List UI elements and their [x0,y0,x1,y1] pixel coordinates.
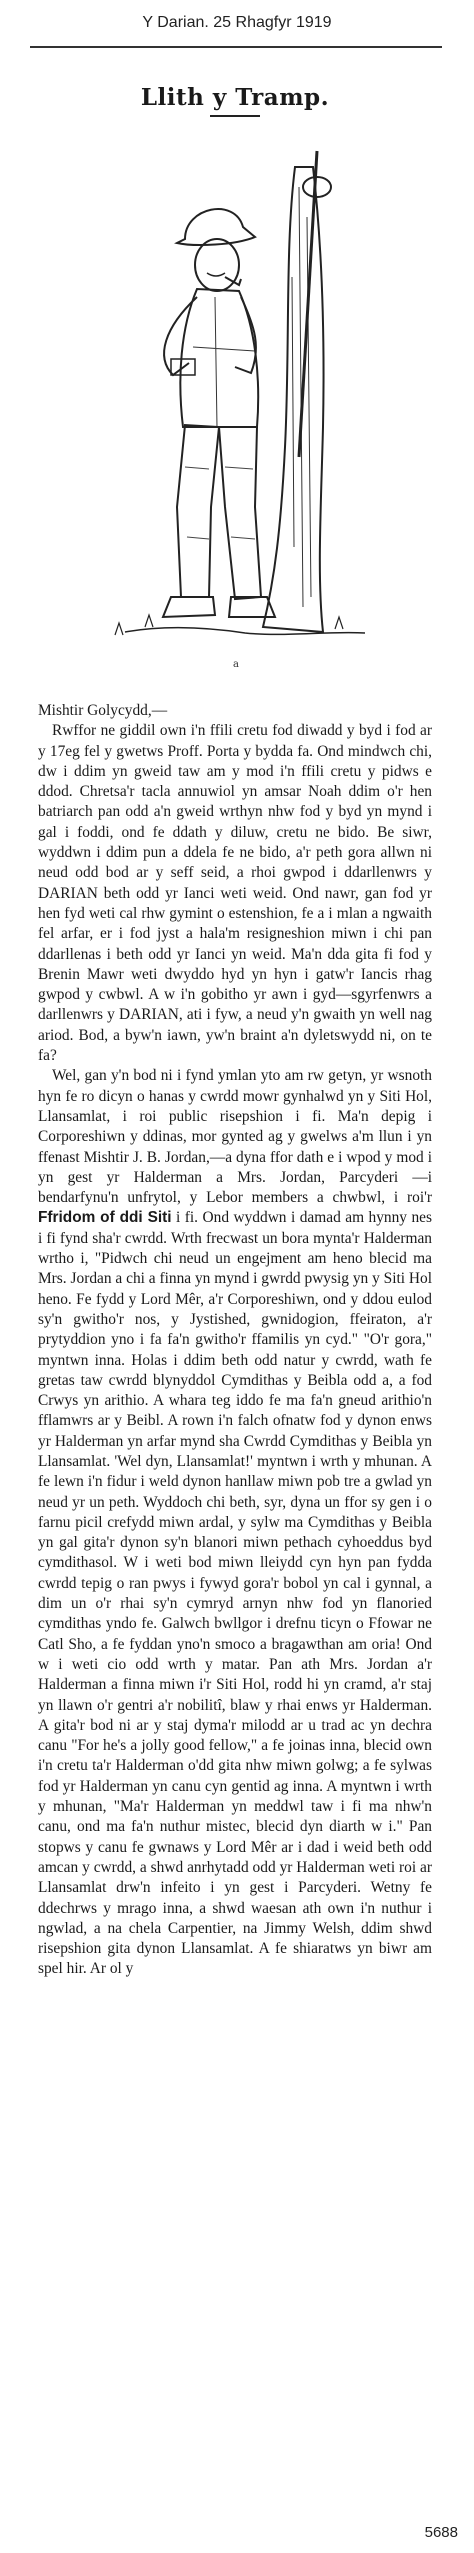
title-rule [210,115,260,117]
source-header: Y Darian. 25 Rhagfyr 1919 [142,14,332,31]
paragraph-2 [38,1066,432,1979]
bold-phrase: Ffridom of ddi Siti [38,1209,172,1227]
article [38,54,432,1980]
page-number: 5688 [424,2524,458,2541]
salutation: Mishtir Golycydd,— [38,702,168,719]
paragraph-1: Rwffor ne giddil own i'n ffili cretu fod diwadd y byd i fod ar y 17eg fel y gwetws Proff. Porta y bydda fa. Ond mindwch chi, dw i ddim yn gweid taw am y mod i'n ffili cretu y pidws e ddod. Chretsa'r tacla annuwiol yn amsar Noah ddim o'r hen batriarch pan odd a'n gweid wrthyn nhw fod y byd yn mynd i gal i foddi, ond fe ddath y diluw, cretu ne bido. Be siwr, wyddwn i ddim pun a ddela fe ne bido, a'r peth gora allwn ni neud odd bod ar y seff seid, a rhoi gwpod i ddarllenwrs y DARIAN beth odd yr Ianci weti weid. Ond nawr, gan fod yr hen fyd weti cal rhw gymint o estenshion, fe a i mlan a ngwaith fel arfar, er i fod jyst a hala'm resigneshion miwn i chi pan ddarllenas i beth odd yr Ianci yn weid. Ma'n dda gita fi fod y Brenin Mawr weti dwyddo hyd yn hyn i gatw'r Iancis rhag gwpod y cwbwl. A w i'n gobitho yr awn i gyd—sgyrfenwrs a darllenwrs y DARIAN, ati i fyw, a neud y'n gwaith yn well nag ariod. Bod, a byw'n iawn, yw'n braint a'n dyletswydd ni, on te fa? [38,722,432,1065]
paragraph-2-text: Wel, gan y'n bod ni i fynd ymlan yto am rw getyn, yr wsnoth hyn fe ro dicyn o hanas y cwrdd mowr gynhalwd yn y Siti Hol, Llansamlat, i roi public risepshion i fi. Ma'n depig i Corporeshiwn y ddinas, mor gynted ag y gwelws a'm llun i yn ffenast Mishtir J. B. Jordan,—a dyna ffor dath e i wpod y mod i yn gest yr Halderman a Mrs. Jordan, Parcyderi —i bendarfynu'n unfrytol, y Lebor members a chwbwl, i roi'r [38,1067,432,1207]
article-title: Llith y Tramp. [140,84,330,111]
tramp-illustration [85,127,385,687]
article-body [38,701,432,1980]
svg-text:a: a [233,659,239,670]
paragraph-2-continuation: i fi. Ond wyddwn i damad am hynny nes i fi fynd sha'r cwrdd. Wrth frecwast un bora mynta'r Halderman wrtho i, "Pidwch chi neud un engejment am heno blecid ma Mrs. Jordan a chi a finna yn mynd i gwrdd pwysig yn y Siti Hol heno. Fe fydd y Lord Mêr, a'r Corporeshiwn, ond y ddou eulod sy'n gwitho'r nos, y Jystished, gwnidogion, ffeiraton, a'r prytyddion yno i fa fa'n gwitho'r ffamilis yn cyd." "O'r gora," myntwn inna. Holas i ddim beth odd natur y cwrdd, wath fe gretas taw cwrdd blynyddol Cymdithas y Beibla odd a, a fod Crwys yn arithio. A whara teg iddo fe ma fa'n gneud arithio'n fflamwrs ar y Beibl. A rown i'n falch ofnatw fod y dynon enws yr Halderman yn arfar mynd sha Cwrdd Cymdithas y Beibla yn Llansamlat. 'Wel dyn, Llansamlat!' myntwn i wrth y mhunan. A fe lewn i'n fidur i weld dynon hanllaw miwn pob tre a gwlad yn neud yr un peth. Wyddoch chi beth, syr, dyna un ffor sy gen i o farnu picil crefydd miwn ardal, y sylw ma Cymdithas y Beibla yn gal gita'r dynon sy'n blanori miwn pethach cyhoeddus byd cymdithasol. W i weti bod miwn lleiydd cyn hyn pan fydda cwrdd tepig o ran pwys i fywyd gora'r bobol yn cal i gynnal, a dim un o'r rhai sy'n cymryd arnyn nhw fod yn flanoried cymdithas yndo fe. Galwch bwllgor i drefnu ticyn o Ffowar ne Catl Sho, a fe fyddan yno'n smoco a bragawthan am oria! Ond w i weti cio odd wrth y matar. Pan ath Mrs. Jordan a'r Halderman a finna miwn i'r Siti Hol, rodd hi yn cramd, a'r staj yn llawn o'r gentri a'r nobilitî, blaw y rhai enws yr Halderman. A gita'r bod ni ar y staj dyma'r milodd ar u trad ac yn dechra canu "For he's a jolly good fellow," a fe joinas inna, blecid own i'n cretu ta'r Halderman o'dd gita nhw miwn golwg; a fe sylwas fod yr Halderman yn canu cyn gentid ag inna. A myntwn i wrth y mhunan, "Ma'r Halderman yn meddwl taw i fi ma nhw'n canu, ond ma fa'n nuthur mistec, blecid dyn diarth w i." Pan stopws y canu fe gwnaws y Lord Mêr ar i dad i weid beth odd amcan y cwrdd, a shwd anrhytadd odd yr Halderman weti roi ar Llansamlat drw'n infeito i yn gest i Parcyderi. Wetny fe ddechrws y mrago inna, a shwd waesan ath own i'n nuthur i ngwlad, a na chela Carpentier, na Jimmy Welsh, ddim shwd risepshion gita dynon Llansamlat. A fe shiaratws yn biwr am spel hir. Ar ol y [38,1209,432,1978]
header-rule [30,46,442,48]
